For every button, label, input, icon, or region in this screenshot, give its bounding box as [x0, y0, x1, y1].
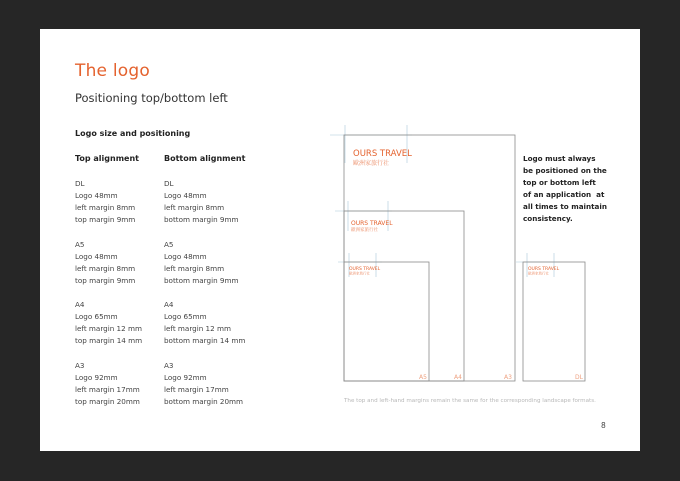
spec-logo-size: Logo 92mm [75, 372, 118, 382]
a3-frame [344, 135, 515, 381]
spec-margin: left margin 17mm [164, 384, 229, 394]
logo-dl: OURS TRAVEL [528, 267, 560, 272]
spec-margin: left margin 8mm [164, 263, 225, 273]
page-number: 8 [601, 421, 606, 430]
a4-frame [344, 211, 464, 381]
section-title: Logo size and positioning [75, 129, 191, 138]
logo-a5-sub: 歐洲家旅行社 [349, 271, 370, 276]
spec-format: A4 [164, 300, 174, 309]
note-line: Logo must always [523, 154, 596, 163]
landscape-caption: The top and left-hand margins remain the same for the corresponding landscape formats. [344, 398, 596, 404]
spec-margin: bottom margin 9mm [164, 275, 239, 285]
format-labels [419, 374, 584, 381]
note-line: be positioned on the [523, 166, 607, 175]
dl-frame [523, 262, 585, 381]
logo-a4: OURS TRAVEL [351, 220, 393, 227]
spec-margin: left margin 17mm [75, 384, 140, 394]
spec-margin: left margin 8mm [164, 203, 225, 212]
spec-margin: left margin 8mm [75, 203, 136, 212]
top-alignment-header: Top alignment [75, 154, 139, 163]
spec-margin: left margin 12 mm [75, 324, 142, 333]
note-line: top or bottom left [523, 178, 596, 187]
spec-margin: left margin 12 mm [164, 324, 231, 333]
spec-margin: bottom margin 20mm [164, 396, 244, 406]
spec-margin: left margin 8mm [75, 263, 136, 273]
spec-logo-size: Logo 65mm [164, 312, 207, 321]
spec-format: DL [164, 179, 174, 188]
spec-margin: top margin 9mm [75, 215, 136, 224]
page-subtitle: Positioning top/bottom left [75, 91, 228, 105]
spec-margin: top margin 20mm [75, 396, 140, 406]
spec-format: A5 [75, 239, 85, 249]
spec-logo-size: Logo 48mm [164, 251, 207, 261]
logo-a3: OURS TRAVEL [353, 149, 412, 159]
label-a5: A5 [419, 374, 427, 381]
note-line: of an application at [523, 190, 605, 199]
logo-a3-sub: 歐洲家旅行社 [353, 160, 390, 167]
spec-format: A3 [75, 360, 85, 370]
logo-a4-sub: 歐洲家旅行社 [351, 228, 378, 233]
spec-logo-size: Logo 48mm [75, 191, 118, 200]
format-diagram [40, 29, 640, 451]
label-a4: A4 [454, 374, 462, 381]
positioning-note [523, 153, 607, 225]
spec-margin: bottom margin 14 mm [164, 336, 246, 345]
spec-margin: bottom margin 9mm [164, 215, 239, 224]
spec-format: A4 [75, 300, 85, 309]
spec-format: A3 [164, 360, 174, 370]
label-a3: A3 [504, 374, 512, 381]
note-line: consistency. [523, 214, 573, 223]
logo-dl-sub: 歐洲家旅行社 [528, 271, 549, 276]
spec-format: DL [75, 179, 85, 188]
spec-logo-size: Logo 48mm [164, 191, 207, 200]
spec-logo-size: Logo 65mm [75, 312, 118, 321]
bottom-alignment-header: Bottom alignment [164, 154, 246, 163]
note-line: all times to maintain [523, 202, 607, 211]
spec-format: A5 [164, 239, 174, 249]
page-title: The logo [75, 61, 150, 81]
spec-margin: top margin 9mm [75, 275, 136, 285]
brand-guideline-page [40, 29, 640, 451]
label-dl: DL [575, 374, 583, 381]
logo-a5: OURS TRAVEL [349, 267, 381, 272]
spec-margin: top margin 14 mm [75, 336, 143, 345]
spec-logo-size: Logo 48mm [75, 251, 118, 261]
spec-logo-size: Logo 92mm [164, 372, 207, 382]
a5-frame [344, 262, 429, 381]
